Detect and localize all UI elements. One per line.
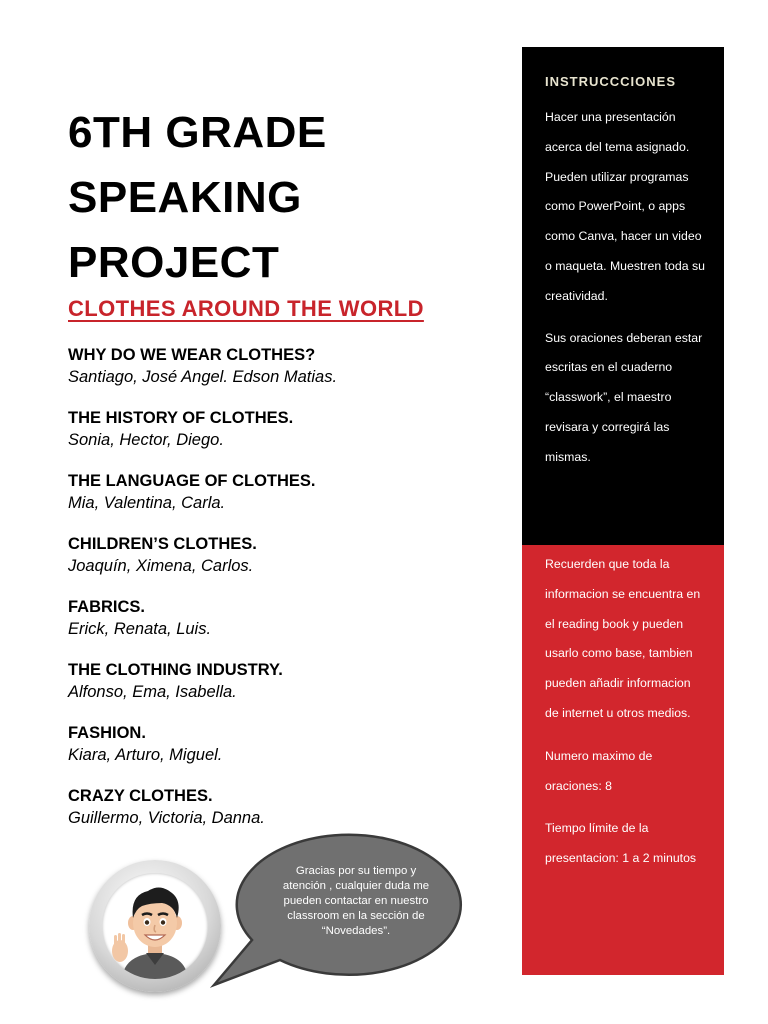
topic-names: Sonia, Hector, Diego. (68, 431, 224, 449)
instructions-black-panel (522, 47, 724, 545)
page-title (68, 100, 488, 295)
topic-title: THE HISTORY OF CLOTHES. (68, 409, 294, 427)
topic-item (68, 722, 488, 785)
topic-names: Joaquín, Ximena, Carlos. (68, 557, 254, 575)
instructions-sidebar (522, 47, 724, 975)
topic-names: Erick, Renata, Luis. (68, 620, 212, 638)
topic-names: Mia, Valentina, Carla. (68, 494, 226, 512)
topic-title: THE CLOTHING INDUSTRY. (68, 661, 283, 679)
topic-item (68, 659, 488, 722)
topic-title: WHY DO WE WEAR CLOTHES? (68, 346, 316, 364)
topic-list (68, 344, 488, 848)
topic-item (68, 533, 488, 596)
topic-names: Guillermo, Victoria, Danna. (68, 809, 265, 827)
topic-item (68, 407, 488, 470)
title-line-3: PROJECT (68, 238, 280, 287)
topic-item (68, 596, 488, 659)
topic-title: FASHION. (68, 724, 146, 742)
topic-item (68, 470, 488, 533)
teacher-avatar-icon (102, 873, 208, 979)
instructions-paragraph: Recuerden que toda la informacion se encuentra en el reading book y pueden usarlo como base, tambien pueden añadir informacion de internet u otros medios. (545, 557, 701, 720)
topic-title: CHILDREN’S CLOTHES. (68, 535, 257, 553)
title-line-2: SPEAKING (68, 173, 302, 222)
subtitle: CLOTHES AROUND THE WORLD (68, 296, 424, 321)
topic-title: FABRICS. (68, 598, 146, 616)
topic-names: Santiago, José Angel. Edson Matias. (68, 368, 338, 386)
topic-title: CRAZY CLOTHES. (68, 787, 213, 805)
topic-names: Kiara, Arturo, Miguel. (68, 746, 223, 764)
instructions-paragraph: Tiempo límite de la presentacion: 1 a 2 minutos (545, 821, 697, 866)
instructions-paragraph: Hacer una presentación acerca del tema asignado. Pueden utilizar programas como PowerPoint, o apps como Canva, hacer un video o maqueta. Muestren toda su creatividad. (545, 110, 705, 303)
instructions-red-panel (522, 545, 724, 975)
topic-names: Alfonso, Ema, Isabella. (68, 683, 237, 701)
instructions-heading: INSTRUCCCIONES (545, 74, 677, 89)
topic-title: THE LANGUAGE OF CLOTHES. (68, 472, 316, 490)
instructions-paragraph: Numero maximo de oraciones: 8 (545, 748, 653, 793)
topic-item (68, 344, 488, 407)
avatar-frame (89, 860, 221, 992)
instructions-paragraph: Sus oraciones deberan estar escritas en el cuaderno “classwork”, el maestro revisara y corregirá las mismas. (545, 330, 703, 464)
title-line-1: 6TH GRADE (68, 108, 327, 157)
bubble-text: Gracias por su tiempo y atención , cualquier duda me pueden contactar en nuestro classroom en la sección de “Novedades”. (282, 865, 430, 937)
